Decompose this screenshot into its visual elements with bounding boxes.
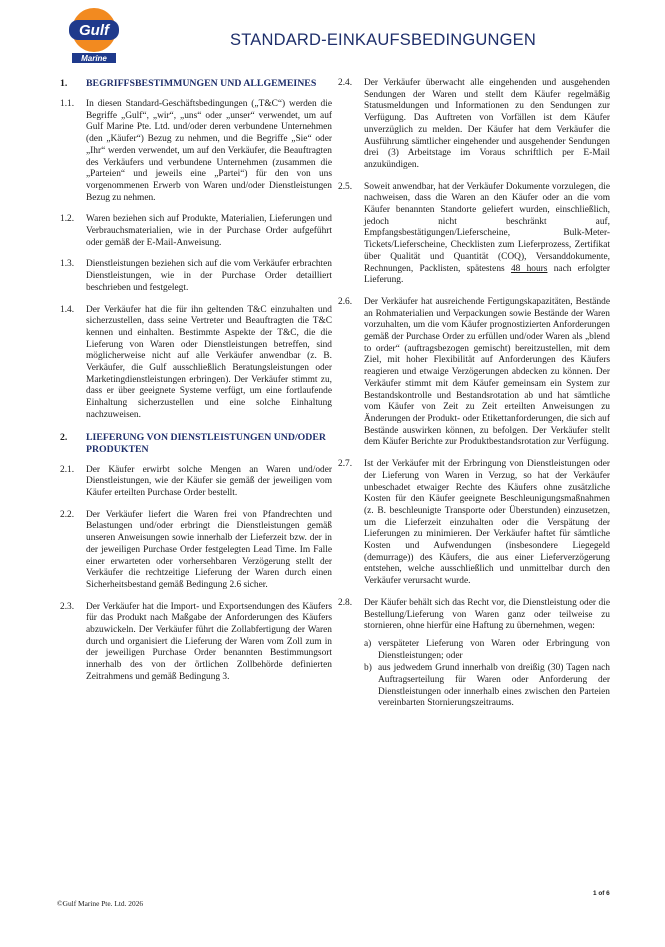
section-number: 2. bbox=[60, 431, 68, 443]
list-item bbox=[364, 663, 610, 710]
clause-1-1 bbox=[60, 99, 332, 204]
clause-text: In diesen Standard-Geschäftsbedingungen („T&C“) werden die Begriffe „Gulf“, „wir“, „uns“ oder „unser“ verwendet, um auf Gulf Marine Pte. Ltd. und/oder deren verbundene Unternehmen (den „Käufer“) Bezug zu nehmen, und die Begriffe „Sie“ oder „Ihr“ werden verwendet, um auf den Verkäufer, die Beauftragten des Verkäufers und verbundene Unternehmen (zusammen die „Parteien“ und jeweils eine „Partei“) für den von uns vorgenommenen Erwerb von Waren und/oder Dienstleistungen Bezug zu nehmen. bbox=[86, 99, 332, 203]
clause-text: Der Verkäufer hat die für ihn geltenden T&C einzuhalten und sicherzustellen, dass seine Vertreter und Beauftragten die T&C kennen und einhalten. Bestimmte Aspekte der T&C, die die Lieferung von Waren oder Dienstleistungen betreffen, sind möglicherweise nicht auf alle Verkäufer anwendbar (z. B. Verkäufer, die Gulf ausschließlich Beratungsleistungen oder Marketingdienstleistungen erbringen). Der Verkäufer stimmt zu, dass er über geeignete Systeme verfügt, um eine fortlaufende Einhaltung sicherzustellen und eine solche Einhaltung nachzuweisen. bbox=[86, 304, 332, 420]
clause-text: Der Verkäufer hat ausreichende Fertigungskapazitäten, Bestände an Rohmaterialien und Verpackungen sowie Bestände der Waren vorzuhalten, um die vom Käufer prognostizierten Anforderungen gemäß der Purchase Order zu erfüllen und/oder Waren als „blend to order“ (auftragsbezogen gemischt) bereitzustellen, mit dem Ziel, mit hoher Flexibilität auf Anforderungen des Käufers reagieren und etwaige Verzögerungen abdecken zu können. Der Verkäufer stimmt mit dem Käufer gemeinsam ein System zur Bestandskontrolle und Bestandsrotation ab und hat sämtliche vom Käufer von Zeit zu Zeit erteilten Anweisungen zu Änderungen der Produkt- oder Etikettanforderungen, die sich auf Bestände auswirken können, zu befolgen. Der Verkäufer stellt dem Käufer Berichte zur Produktbestandsrotation zur Verfügung. bbox=[364, 296, 610, 448]
clause-1-2 bbox=[60, 214, 332, 249]
clause-number: 2.5. bbox=[338, 181, 353, 192]
logo-marine-text: Marine bbox=[81, 54, 107, 63]
section-1-heading bbox=[60, 78, 332, 90]
clause-text: Waren beziehen sich auf Produkte, Materialien, Lieferungen und Verbrauchsmaterialien, wie in der Purchase Order aufgeführt oder gemäß der E-Mail-Anweisung. bbox=[86, 214, 332, 248]
clause-number: 2.3. bbox=[60, 601, 75, 612]
clause-1-4 bbox=[60, 305, 332, 422]
left-column bbox=[60, 78, 332, 694]
clause-text-end: nach erfolgter Lieferung. bbox=[364, 263, 610, 286]
clause-2-8 bbox=[338, 598, 610, 710]
list-item-text: aus jedwedem Grund innerhalb von dreißig (30) Tagen nach Auftragserteilung für Waren oder Anforderung der Dienstleistungen oder innerhalb eines zwischen den Parteien vereinbarten Stornierungszeitraums. bbox=[378, 663, 610, 709]
clause-2-7 bbox=[338, 459, 610, 588]
clause-text: Der Verkäufer überwacht alle eingehenden und ausgehenden Sendungen der Waren und stellt dem Käufer regelmäßig Statusmeldungen und Informationen zu den Sendungen zur Verfügung. Das Auftreten von Vorfällen ist dem Käufer unverzüglich zu melden. Der Käufer hat dem Verkäufer die Ausführung sämtlicher eingehender und ausgehender Sendungen drei (3) Arbeitstage im Voraus schriftlich per E-Mail anzukündigen. bbox=[364, 78, 610, 170]
list-item bbox=[364, 639, 610, 662]
section-title: BEGRIFFSBESTIMMUNGEN UND ALLGEMEINES bbox=[86, 78, 317, 89]
clause-2-2 bbox=[60, 510, 332, 592]
clause-text: Der Käufer behält sich das Recht vor, die Dienstleistung oder die Bestellung/Lieferung von Waren ganz oder teilweise zu stornieren, ohne hierfür eine Haftung zu übernehmen, wegen: bbox=[364, 597, 610, 632]
clause-2-6 bbox=[338, 297, 610, 449]
document-title: STANDARD-EINKAUFSBEDINGUNGEN bbox=[230, 31, 536, 49]
clause-text: Ist der Verkäufer mit der Erbringung von Dienstleistungen oder der Lieferung von Waren in Verzug, so hat der Verkäufer unbeschadet etwaiger Rechte des Käufers ohne zusätzliche Kosten für den Käufer geeignete Beschleunigungsmaßnahmen (z. B. beschleunigte Transporte oder Überstunden) einzusetzen, um die Lieferzeit einzuhalten oder die Verspätung der Lieferungen zu minimieren. Der Verkäufer haftet für sämtliche Kosten und Aufwendungen (insbesondere Liegegeld (demurrage)) des Käufers, die aus einer Lieferverzögerung entstehen, welche ausschließlich und unmittelbar durch den Verkäufer verursacht wurde. bbox=[364, 459, 610, 587]
clause-text: Dienstleistungen beziehen sich auf die vom Verkäufer erbrachten Dienstleistungen, wie in der Purchase Order detailliert beschrieben und festgelegt. bbox=[86, 259, 332, 293]
clause-2-8-sublist bbox=[364, 639, 610, 710]
right-column bbox=[338, 78, 610, 720]
clause-number: 1.1. bbox=[60, 99, 75, 109]
clause-2-5 bbox=[338, 182, 610, 287]
clause-number: 2.6. bbox=[338, 296, 353, 307]
clause-text: Der Käufer erwirbt solche Mengen an Waren und/oder Dienstleistungen, wie der Käufer sie gemäß der jeweiligen vom Käufer erteilten Purchase Order bestellt. bbox=[86, 464, 332, 498]
clause-number: 2.7. bbox=[338, 459, 353, 470]
clause-number: 1.2. bbox=[60, 214, 75, 225]
clause-number: 1.3. bbox=[60, 259, 75, 270]
clause-text: Der Verkäufer liefert die Waren frei von Pfandrechten und Belastungen und/oder erbringt die Dienstleistungen gemäß unseren Anweisungen sowie innerhalb der Lieferzeit bzw. der in der jeweiligen Purchase Order festgelegten Lead Time. Im Falle einer erwarteten oder vorhersehbaren Verzögerung stellt der Verkäufer die rechtzeitige Lieferung der Waren durch einen Sicherheitsbestand gemäß Bedingung 2.6 sicher. bbox=[86, 509, 332, 590]
clause-underlined-deadline: 48 hours bbox=[510, 263, 548, 274]
clause-text: Soweit anwendbar, hat der Verkäufer Dokumente vorzulegen, die nachweisen, dass die Waren an den Käufer oder an die vom Käufer benannten Standorte geliefert wurden, einschließlich, jedoch nicht beschränkt auf, Empfangsbestätigungen/Lieferscheine, Bulk-Meter-Tickets/Lieferscheine, Checklisten zum Lieferprozess, Zertifikat über Qualität und Quantität (COQ), Versanddokumente, Rechnungen, Packlisten, spätestens bbox=[364, 181, 610, 274]
logo-gulf-text: Gulf bbox=[79, 22, 109, 39]
list-item-text: verspäteter Lieferung von Waren oder Erbringung von Dienstleistungen; oder bbox=[378, 638, 610, 661]
clause-2-3 bbox=[60, 602, 332, 684]
clause-number: 2.2. bbox=[60, 509, 75, 520]
clause-number: 2.4. bbox=[338, 78, 353, 88]
footer-copyright: ©Gulf Marine Pte. Ltd. 2026 bbox=[57, 899, 144, 908]
section-title: LIEFERUNG VON DIENSTLEISTUNGEN UND/ODER PRODUKTEN bbox=[86, 431, 326, 455]
clause-number: 2.1. bbox=[60, 464, 75, 475]
section-number: 1. bbox=[60, 78, 68, 89]
list-item-label: a) bbox=[364, 638, 372, 649]
clause-1-3 bbox=[60, 259, 332, 294]
clause-2-4 bbox=[338, 78, 610, 172]
clause-number: 1.4. bbox=[60, 304, 75, 315]
page-number: 1 of 6 bbox=[593, 890, 610, 897]
section-2-heading bbox=[60, 432, 332, 456]
clause-text: Der Verkäufer hat die Import- und Exportsendungen des Käufers für das Produkt nach Maßgabe der Anforderungen des Käufers abzuwickeln. Der Verkäufer führt die Zollabfertigung der Waren durch und organisiert die Lieferung der Waren vom Zoll zum in der jeweiligen Purchase Order benannten Bestimmungsort innerhalb des von der örtlichen Zollbehörde definierten Zeitrahmens und gemäß Bedingung 3. bbox=[86, 601, 332, 682]
clause-2-1 bbox=[60, 465, 332, 500]
gulf-marine-logo bbox=[66, 6, 122, 64]
clause-number: 2.8. bbox=[338, 597, 353, 608]
list-item-label: b) bbox=[364, 663, 372, 674]
